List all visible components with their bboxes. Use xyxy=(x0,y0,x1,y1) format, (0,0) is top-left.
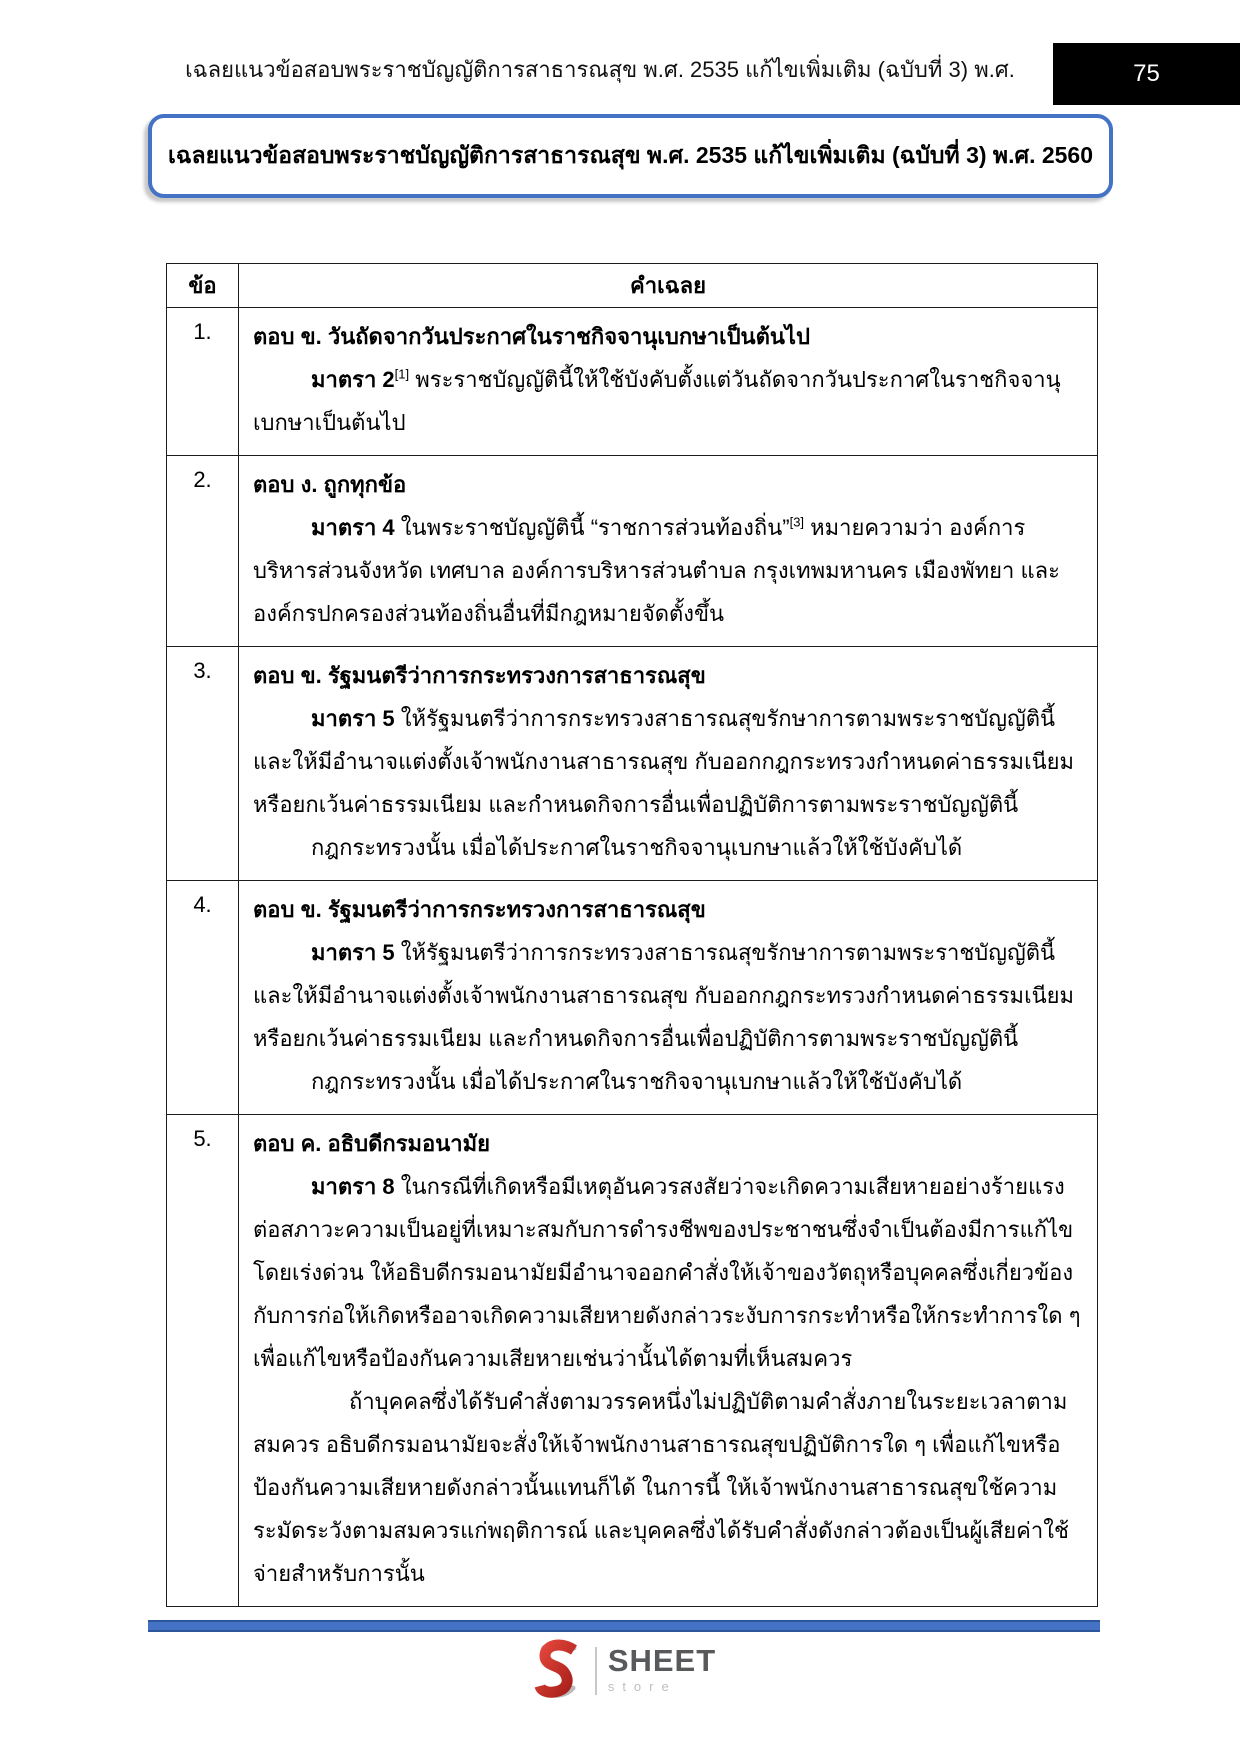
answer-paragraph xyxy=(253,1380,1085,1595)
paragraph-text: ในกรณีที่เกิดหรือมีเหตุอันควรสงสัยว่าจะเกิดความเสียหายอย่างร้ายแรงต่อสภาวะความเป็นอยู่ที่เหมาะสมกับการดำรงชีพของประชาชนซึ่งจำเป็นต้องมีการแก้ไขโดยเร่งด่วน ให้อธิบดีกรมอนามัยมีอำนาจออกคำสั่งให้เจ้าของวัตถุหรือบุคคลซึ่งเกี่ยวข้องกับการก่อให้เกิดหรืออาจเกิดความเสียหายดังกล่าวระงับการกระทำหรือให้กระทำการใด ๆ เพื่อแก้ไขหรือป้องกันความเสียหายเช่นว่านั้นได้ตามที่เห็นสมควร xyxy=(253,1174,1081,1371)
answer-paragraph xyxy=(253,1165,1085,1380)
answer-paragraph xyxy=(253,1060,1085,1103)
brand-subtitle: store xyxy=(607,1679,677,1694)
paragraph-text: ให้รัฐมนตรีว่าการกระทรวงสาธารณสุขรักษาการตามพระราชบัญญัตินี้ และให้มีอำนาจแต่งตั้งเจ้าพนักงานสาธารณสุข กับออกกฎกระทรวงกำหนดค่าธรรมเนียมหรือยกเว้นค่าธรรมเนียม และกำหนดกิจการอื่นเพื่อปฏิบัติการตามพระราชบัญญัตินี้ xyxy=(253,706,1075,817)
answer-cell xyxy=(239,881,1098,1115)
page-number-badge xyxy=(1053,43,1240,105)
answer-paragraph xyxy=(253,358,1085,444)
row-number: 4. xyxy=(167,881,239,1115)
answer-cell xyxy=(239,308,1098,456)
paragraph-text: กฎกระทรวงนั้น เมื่อได้ประกาศในราชกิจจานุเบกษาแล้วให้ใช้บังคับได้ xyxy=(311,1069,963,1094)
section-lead: มาตรา 2 xyxy=(311,367,395,392)
document-title: เฉลยแนวข้อสอบพระราชบัญญัติการสาธารณสุข พ.ศ. 2535 แก้ไขเพิ่มเติม (ฉบับที่ 3) พ.ศ. 2560 xyxy=(167,142,1094,168)
running-head-title: เฉลยแนวข้อสอบพระราชบัญญัติการสาธารณสุข พ.ศ. 2535 แก้ไขเพิ่มเติม (ฉบับที่ 3) พ.ศ. xyxy=(185,57,1015,82)
table-header-row xyxy=(167,264,1098,308)
section-lead: มาตรา 4 xyxy=(311,515,395,540)
paragraph-text: หมายความว่า องค์การบริหารส่วนจังหวัด เทศบาล องค์การบริหารส่วนตำบล กรุงเทพมหานคร เมืองพัทยา และองค์กรปกครองส่วนท้องถิ่นอื่นที่มีกฎหมายจัดตั้งขึ้น xyxy=(253,515,1060,626)
brand-name: SHEET xyxy=(607,1643,717,1678)
answer-cell xyxy=(239,647,1098,881)
column-header-no: ข้อ xyxy=(167,264,239,308)
footnote-ref: [1] xyxy=(394,366,410,382)
row-number: 3. xyxy=(167,647,239,881)
answer-choice: ตอบ ค. อธิบดีกรมอนามัย xyxy=(253,1131,491,1156)
answer-choice: ตอบ ข. รัฐมนตรีว่าการกระทรวงการสาธารณสุข xyxy=(253,663,706,688)
answer-choice: ตอบ ข. รัฐมนตรีว่าการกระทรวงการสาธารณสุข xyxy=(253,897,706,922)
paragraph-text: ให้รัฐมนตรีว่าการกระทรวงสาธารณสุขรักษาการตามพระราชบัญญัตินี้ และให้มีอำนาจแต่งตั้งเจ้าพนักงานสาธารณสุข กับออกกฎกระทรวงกำหนดค่าธรรมเนียมหรือยกเว้นค่าธรรมเนียม และกำหนดกิจการอื่นเพื่อปฏิบัติการตามพระราชบัญญัตินี้ xyxy=(253,940,1075,1051)
paragraph-text: ในพระราชบัญญัตินี้ “ราชการส่วนท้องถิ่น” xyxy=(394,515,790,540)
section-lead: มาตรา 8 xyxy=(311,1174,395,1199)
row-number: 5. xyxy=(167,1115,239,1607)
answer-choice: ตอบ ข. วันถัดจากวันประกาศในราชกิจจานุเบกษาเป็นต้นไป xyxy=(253,324,810,349)
answer-paragraph xyxy=(253,931,1085,1060)
row-number: 1. xyxy=(167,308,239,456)
answer-paragraph xyxy=(253,826,1085,869)
section-lead: มาตรา 5 xyxy=(311,706,395,731)
footnote-ref: [3] xyxy=(789,514,805,530)
table-row xyxy=(167,647,1098,881)
page-number: 75 xyxy=(1133,60,1160,87)
paragraph-text: กฎกระทรวงนั้น เมื่อได้ประกาศในราชกิจจานุเบกษาแล้วให้ใช้บังคับได้ xyxy=(311,835,963,860)
answer-choice: ตอบ ง. ถูกทุกข้อ xyxy=(253,472,407,497)
sheet-store-logo-icon xyxy=(532,1638,584,1705)
logo-divider xyxy=(595,1647,597,1695)
logo-text xyxy=(607,1643,717,1696)
table-row xyxy=(167,1115,1098,1607)
footer-divider-bar xyxy=(148,1620,1100,1632)
answer-paragraph xyxy=(253,697,1085,826)
answer-cell xyxy=(239,456,1098,647)
answer-cell xyxy=(239,1115,1098,1607)
table-row xyxy=(167,308,1098,456)
footer-logo xyxy=(148,1638,1100,1704)
answer-table xyxy=(166,263,1098,1607)
column-header-answer: คำเฉลย xyxy=(239,264,1098,308)
document-title-box xyxy=(148,114,1113,198)
table-row xyxy=(167,456,1098,647)
section-lead: มาตรา 5 xyxy=(311,940,395,965)
answer-paragraph xyxy=(253,506,1085,635)
paragraph-text: พระราชบัญญัตินี้ให้ใช้บังคับตั้งแต่วันถัดจากวันประกาศในราชกิจจานุเบกษาเป็นต้นไป xyxy=(253,367,1061,435)
paragraph-text: ถ้าบุคคลซึ่งได้รับคำสั่งตามวรรคหนึ่งไม่ปฏิบัติตามคำสั่งภายในระยะเวลาตามสมควร อธิบดีกรมอนามัยจะสั่งให้เจ้าพนักงานสาธารณสุขปฏิบัติการใด ๆ เพื่อแก้ไขหรือป้องกันความเสียหายดังกล่าวนั้นแทนก็ได้ ในการนี้ ให้เจ้าพนักงานสาธารณสุขใช้ความระมัดระวังตามสมควรแก่พฤติการณ์ และบุคคลซึ่งได้รับคำสั่งดังกล่าวต้องเป็นผู้เสียค่าใช้จ่ายสำหรับการนั้น xyxy=(253,1389,1069,1586)
row-number: 2. xyxy=(167,456,239,647)
table-row xyxy=(167,881,1098,1115)
